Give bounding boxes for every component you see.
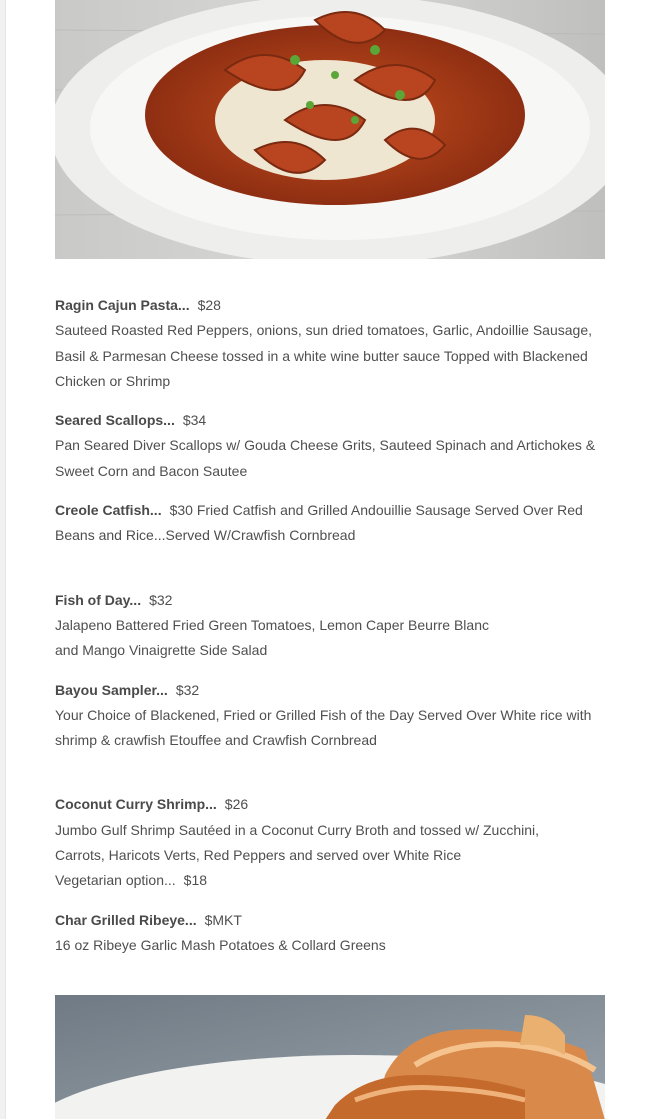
menu-item-price: $32 [175,681,200,698]
menu-item-name: Ragin Cajun Pasta... [55,297,190,313]
menu-item-option-price: $18 [183,872,208,889]
menu-item-name: Creole Catfish... [55,502,162,519]
menu-item-description: Jumbo Gulf Shrimp Sautéed in a Coconut Curry Broth and tossed w/ Zucchini, [55,821,540,838]
menu-item [55,908,600,959]
menu-item-name: Coconut Curry Shrimp... [55,796,217,813]
menu-item [55,678,600,754]
shrimp-and-grits-photo [55,0,605,259]
menu-item-description: Jalapeno Battered Fried Green Tomatoes, Lemon Caper Beurre Blanc [55,616,489,633]
left-border [0,0,6,1119]
menu-item-description: Basil & Parmesan Cheese tossed in a white wine butter sauce Topped with Blackened [55,347,588,364]
menu-item-description: and Mango Vinaigrette Side Salad [55,642,268,659]
menu-item-price: $30 [169,502,193,519]
menu-item [55,792,600,893]
menu-item [55,408,600,484]
menu-item-description: Carrots, Haricots Verts, Red Peppers and served over White Rice [55,847,462,864]
menu-item-price: $34 [182,412,207,429]
grilled-salmon-photo [55,995,605,1119]
menu-item-description: Fried Catfish and Grilled Andouillie Sausage Served Over Red [196,502,583,519]
menu-item-price: $28 [197,297,221,313]
menu-item [55,498,600,549]
menu-item-name: Seared Scallops... [55,412,175,429]
menu-item-name: Fish of Day... [55,591,142,608]
menu-item-price: $26 [224,796,249,813]
menu-item-option-label: Vegetarian option... [55,872,176,889]
menu-item-description: Sauteed Roasted Red Peppers, onions, sun dried tomatoes, Garlic, Andoillie Sausage, [55,322,592,339]
menu-list [55,293,600,958]
menu-item-name: Char Grilled Ribeye... [55,911,197,928]
menu-item-description: Beans and Rice...Served W/Crawfish Cornbread [55,527,356,544]
menu-item-description: shrimp & crawfish Etouffee and Crawfish Cornbread [55,732,377,749]
menu-item-price: $MKT [204,911,242,928]
menu-item-description: Sweet Corn and Bacon Sautee [55,462,248,479]
menu-item-description: Chicken or Shrimp [55,372,171,389]
menu-item-description: Pan Seared Diver Scallops w/ Gouda Cheese Grits, Sauteed Spinach and Artichokes & [55,437,596,454]
menu-item-name: Bayou Sampler... [55,681,168,698]
menu-item-price: $32 [149,591,173,608]
menu-item-description: Your Choice of Blackened, Fried or Grilled Fish of the Day Served Over White rice with [55,706,592,723]
menu-item-description: 16 oz Ribeye Garlic Mash Potatoes & Collard Greens [55,936,386,953]
menu-item [55,293,600,394]
menu-item [55,588,600,664]
